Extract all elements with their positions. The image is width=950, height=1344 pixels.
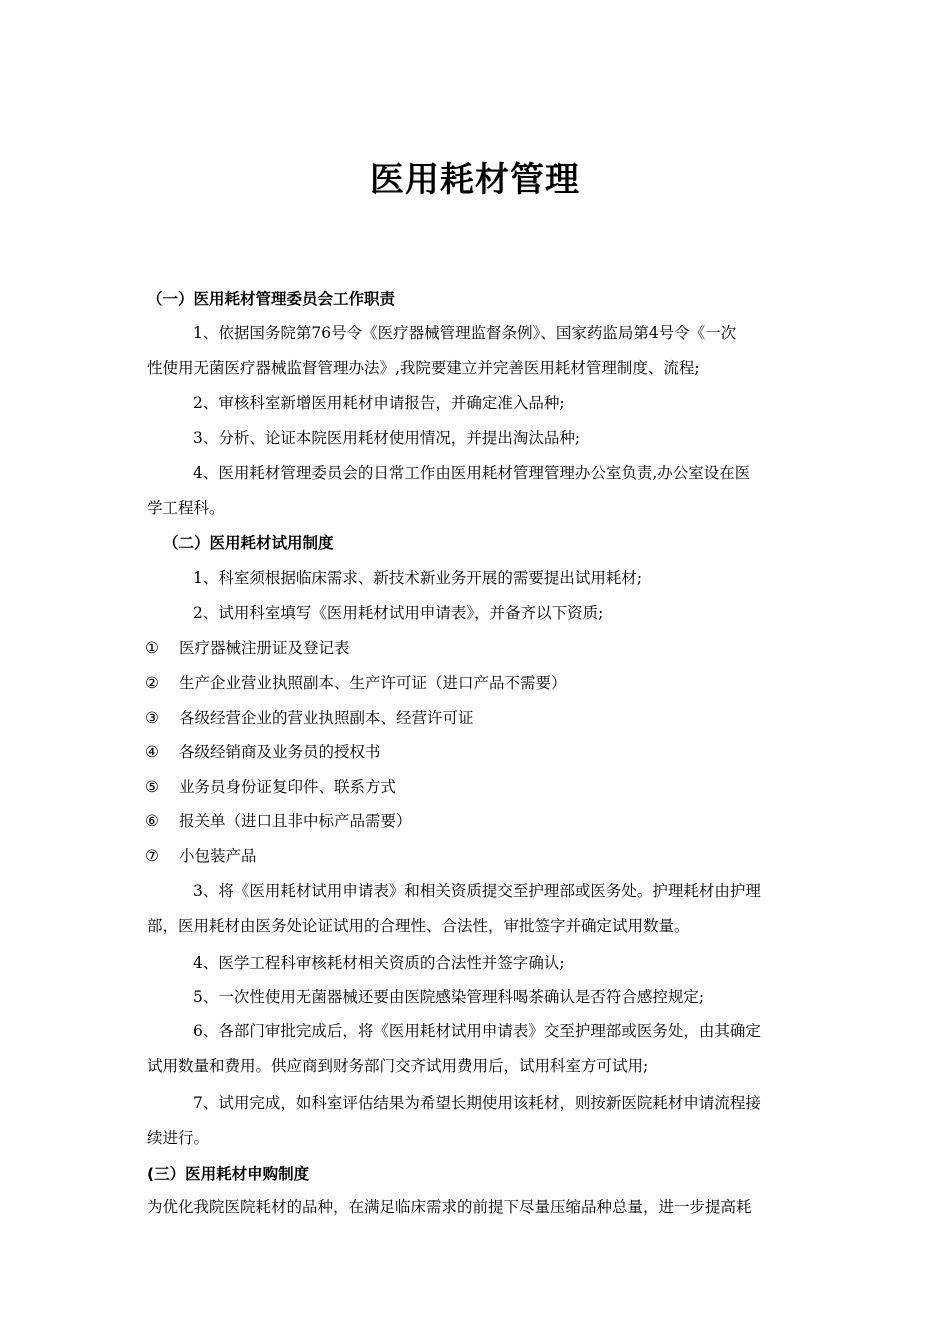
list-item <box>0 638 950 658</box>
paragraph-line: 2、审核科室新增医用耗材申请报告，并确定准入品种; <box>193 394 565 412</box>
paragraph-line: 学工程科。 <box>147 499 225 517</box>
list-item-number: ② <box>145 674 159 692</box>
list-item <box>0 777 950 797</box>
list-item-text: 业务员身份证复印件、联系方式 <box>179 778 397 796</box>
list-item <box>0 846 950 866</box>
section-2-heading: （二）医用耗材试用制度 <box>163 534 334 552</box>
document-title: 医用耗材管理 <box>370 160 580 200</box>
paragraph-line: 6、各部门审批完成后，将《医用耗材试用申请表》交至护理部或医务处，由其确定 <box>193 1022 761 1040</box>
paragraph-line: 4、医用耗材管理委员会的日常工作由医用耗材管理管理办公室负责,办公室设在医 <box>193 464 751 482</box>
paragraph-line: 性使用无菌医疗器械监督管理办法》,我院要建立并完善医用耗材管理制度、流程; <box>147 359 700 377</box>
paragraph-line: 部，医用耗材由医务处论证试用的合理性、合法性，审批签字并确定试用数量。 <box>147 917 690 935</box>
list-item-number: ④ <box>145 743 159 761</box>
paragraph-line: 1、科室须根据临床需求、新技术新业务开展的需要提出试用耗材; <box>193 569 643 587</box>
list-item-text: 各级经销商及业务员的授权书 <box>179 743 381 761</box>
paragraph-line: 3、分析、论证本院医用耗材使用情况，并提出淘汰品种; <box>193 429 581 447</box>
paragraph-line: 2、试用科室填写《医用耗材试用申请表》，并备齐以下资质; <box>193 604 604 622</box>
paragraph-line: 7、试用完成，如科室评估结果为希望长期使用该耗材，则按新医院耗材申请流程接 <box>193 1094 761 1112</box>
paragraph-line: 为优化我院医院耗材的品种，在满足临床需求的前提下尽量压缩品种总量，进一步提高耗 <box>147 1198 752 1216</box>
list-item-number: ⑦ <box>145 847 159 865</box>
list-item-number: ⑤ <box>145 778 159 796</box>
list-item-text: 各级经营企业的营业执照副本、经营许可证 <box>179 709 474 727</box>
list-item-number: ⑥ <box>145 812 159 830</box>
paragraph-line: 4、医学工程科审核耗材相关资质的合法性并签字确认; <box>193 954 565 972</box>
list-item-text: 医疗器械注册证及登记表 <box>179 639 350 657</box>
list-item-number: ① <box>145 639 159 657</box>
list-item <box>0 673 950 693</box>
list-item-number: ③ <box>145 709 159 727</box>
list-item <box>0 708 950 728</box>
list-item-text: 生产企业营业执照副本、生产许可证（进口产品不需要） <box>179 674 567 692</box>
paragraph-line: 试用数量和费用。供应商到财务部门交齐试用费用后，试用科室方可试用; <box>147 1057 649 1075</box>
list-item <box>0 811 950 831</box>
paragraph-line: 5、一次性使用无菌器械还要由医院感染管理科喝茶确认是否符合感控规定; <box>193 988 705 1006</box>
paragraph-line: 续进行。 <box>147 1129 210 1147</box>
section-1-heading: （一）医用耗材管理委员会工作职责 <box>147 290 396 308</box>
section-3-heading: (三）医用耗材申购制度 <box>147 1165 310 1183</box>
list-item-text: 报关单（进口且非中标产品需要） <box>179 812 412 830</box>
paragraph-line: 3、将《医用耗材试用申请表》和相关资质提交至护理部或医务处。护理耗材由护理 <box>193 882 761 900</box>
list-item <box>0 742 950 762</box>
paragraph-line: 1、依据国务院第76号令《医疗器械管理监督条例》、国家药监局第4号令《一次 <box>193 324 737 342</box>
list-item-text: 小包装产品 <box>179 847 257 865</box>
